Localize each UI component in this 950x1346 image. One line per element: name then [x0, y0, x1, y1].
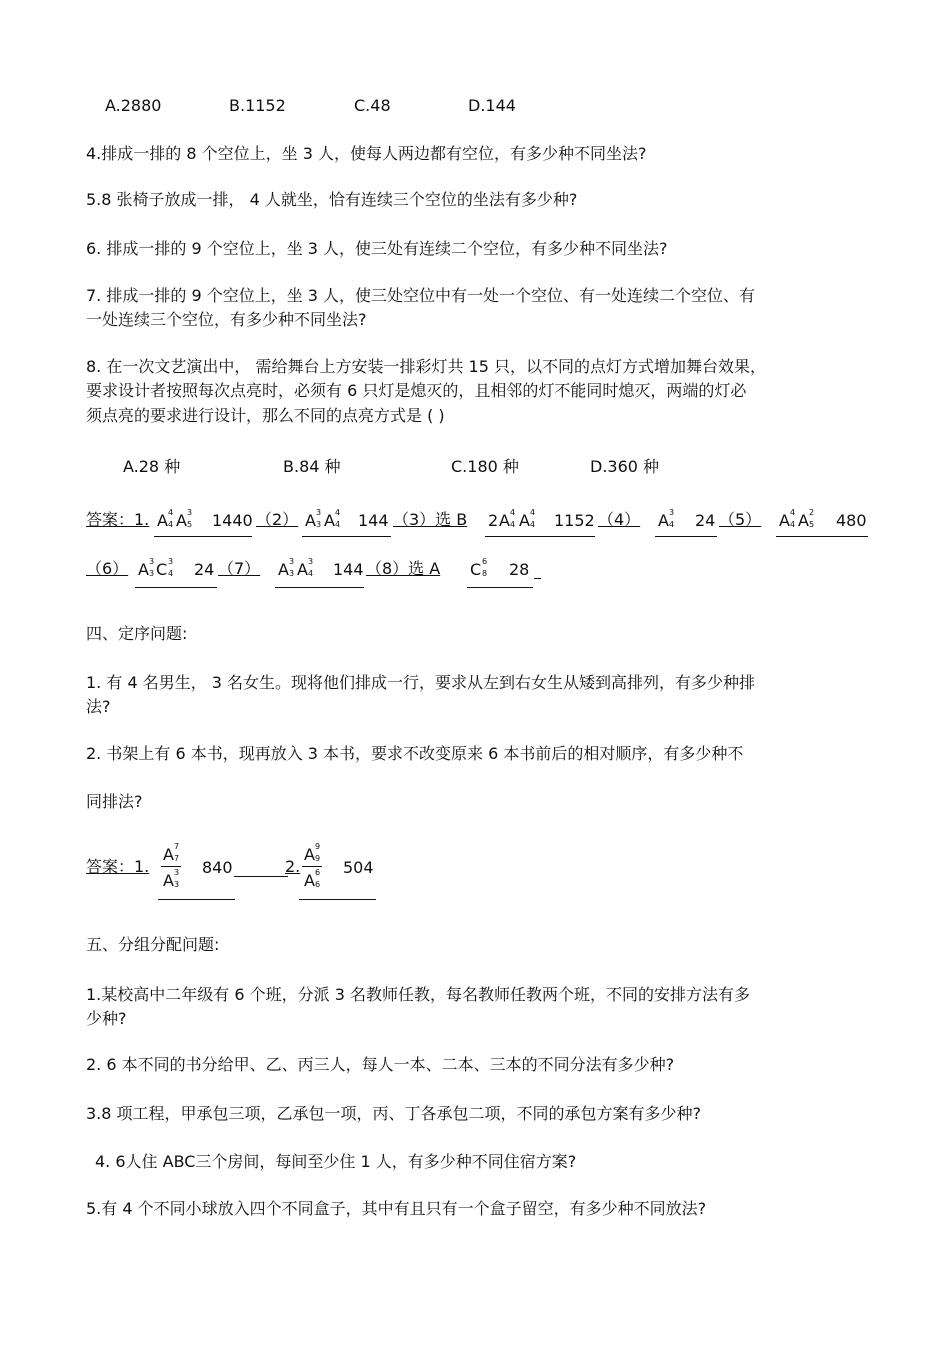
question-7-line-2: 一处连续三个空位，有多少种不同坐法?	[86, 310, 367, 329]
answer-3-value: 1152	[554, 511, 595, 530]
answers-label: 答案：1.	[86, 857, 150, 876]
s4-question-1-line-2: 法?	[86, 697, 111, 716]
formula-a33b: A 3 3	[138, 557, 155, 579]
question-4: 4.排成一排的 8 个空位上，坐 3 人，使每人两边都有空位，有多少种不同坐法?	[86, 144, 647, 163]
formula-a43b: A 3 4	[297, 557, 314, 579]
formula-a33c: A 3 3	[278, 557, 295, 579]
formula-a33: A 3 3	[305, 508, 322, 530]
fraction-bar	[161, 866, 181, 867]
option-q8-b: B.84 种	[283, 457, 341, 476]
question-8-line-2: 要求设计者按照每次点亮时，必须有 6 只灯是熄灭的，且相邻的灯不能同时熄灭，两端的灯必	[86, 381, 747, 400]
s5-question-1-line-2: 少种?	[86, 1009, 127, 1028]
answer-3-prefix: 2	[488, 511, 499, 530]
s5-question-1-line-1: 1.某校高中二年级有 6 个班，分派 3 名教师任教，每名教师任教两个班，不同的安排方法有多	[86, 985, 750, 1004]
answer-underline	[234, 876, 288, 877]
answer-5-value: 480	[836, 511, 867, 530]
formula-a44b: A 4 4	[324, 508, 341, 530]
formula-a43: A 3 4	[658, 508, 675, 530]
answer-underline	[299, 899, 376, 900]
answer-7-label: （7）	[218, 559, 261, 578]
question-6: 6. 排成一排的 9 个空位上，坐 3 人，使三处有连续二个空位，有多少种不同坐法?	[86, 239, 668, 258]
answer-2-label: （2）	[256, 510, 299, 529]
section-4-title: 四、定序问题:	[86, 624, 188, 643]
answer-5-label: （5）	[719, 510, 762, 529]
formula-a52: A 2 5	[798, 508, 815, 530]
answer-underline	[655, 536, 717, 537]
answer-underline	[485, 536, 595, 537]
answer-underline	[154, 536, 252, 537]
option-q8-d: D.360 种	[590, 457, 660, 476]
answer-underline	[135, 587, 217, 588]
answer-3-label: （3）选 B	[393, 510, 468, 529]
answer-s4-2-label: 2.	[285, 857, 301, 876]
answer-1-value: 1440	[212, 511, 253, 530]
question-8-line-3: 须点亮的要求进行设计，那么不同的点亮方式是 ( )	[86, 406, 445, 425]
s5-question-2: 2. 6 本不同的书分给甲、乙、丙三人，每人一本、二本、三本的不同分法有多少种?	[86, 1055, 675, 1074]
s5-question-3: 3.8 项工程，甲承包三项，乙承包一项，丙、丁各承包二项，不同的承包方案有多少种?	[86, 1104, 702, 1123]
formula-a77: A 7 7	[163, 842, 180, 864]
option-b: B.1152	[229, 96, 286, 115]
answer-4-label: （4）	[598, 510, 641, 529]
s5-question-5: 5.有 4 个不同小球放入四个不同盒子，其中有且只有一个盒子留空，有多少种不同放法?	[86, 1199, 707, 1218]
formula-a99: A 9 9	[304, 842, 321, 864]
answer-underline	[302, 536, 391, 537]
answer-s4-1-value: 840	[202, 858, 233, 877]
formula-c43: C 3 4	[156, 557, 174, 579]
fraction-bar	[302, 866, 322, 867]
formula-a44d: A 4 4	[519, 508, 536, 530]
formula-a44e: A 4 4	[779, 508, 796, 530]
answer-4-value: 24	[695, 511, 716, 530]
answer-underline	[158, 899, 235, 900]
s4-question-2-line-1: 2. 书架上有 6 本书，现再放入 3 本书，要求不改变原来 6 本书前后的相对顺序，有多少种不	[86, 744, 744, 763]
section-5-title: 五、分组分配问题:	[86, 935, 220, 954]
option-q8-c: C.180 种	[451, 457, 519, 476]
answer-underline	[275, 587, 364, 588]
answer-underline	[776, 536, 868, 537]
answer-underline	[467, 587, 533, 588]
option-d: D.144	[468, 96, 516, 115]
answer-6-value: 24	[194, 560, 215, 579]
answer-8-value: 28	[509, 560, 530, 579]
formula-c86: C 6 8	[470, 557, 488, 579]
answer-7-value: 144	[333, 560, 364, 579]
question-8-line-1: 8. 在一次文艺演出中， 需给舞台上方安装一排彩灯共 15 只，以不同的点灯方式增加舞台效果，	[86, 357, 766, 376]
question-5: 5.8 张椅子放成一排， 4 人就坐，恰有连续三个空位的坐法有多少种?	[86, 190, 578, 209]
formula-a66: A 6 6	[304, 868, 321, 890]
formula-a33d: A 3 3	[163, 868, 180, 890]
s5-question-4: 4. 6人住 ABC三个房间，每间至少住 1 人，有多少种不同住宿方案?	[95, 1152, 577, 1171]
s4-question-1-line-1: 1. 有 4 名男生， 3 名女生。现将他们排成一行，要求从左到右女生从矮到高排列，有多少种排	[86, 673, 756, 692]
answer-s4-2-value: 504	[343, 858, 374, 877]
answer-underline	[534, 578, 541, 579]
answer-2-value: 144	[358, 511, 389, 530]
answer-6-label: （6）	[86, 559, 129, 578]
option-a: A.2880	[105, 96, 162, 115]
formula-a44: A 4 4	[157, 508, 174, 530]
formula-a44c: A 4 4	[499, 508, 516, 530]
answers-label: 答案：1.	[86, 510, 150, 529]
option-q8-a: A.28 种	[123, 457, 181, 476]
formula-a53: A 3 5	[176, 508, 193, 530]
s4-question-2-line-2: 同排法?	[86, 792, 143, 811]
answer-8-label: （8）选 A	[366, 559, 441, 578]
question-7-line-1: 7. 排成一排的 9 个空位上，坐 3 人，使三处空位中有一处一个空位、有一处连续二个空位、有	[86, 286, 756, 305]
option-c: C.48	[354, 96, 391, 115]
